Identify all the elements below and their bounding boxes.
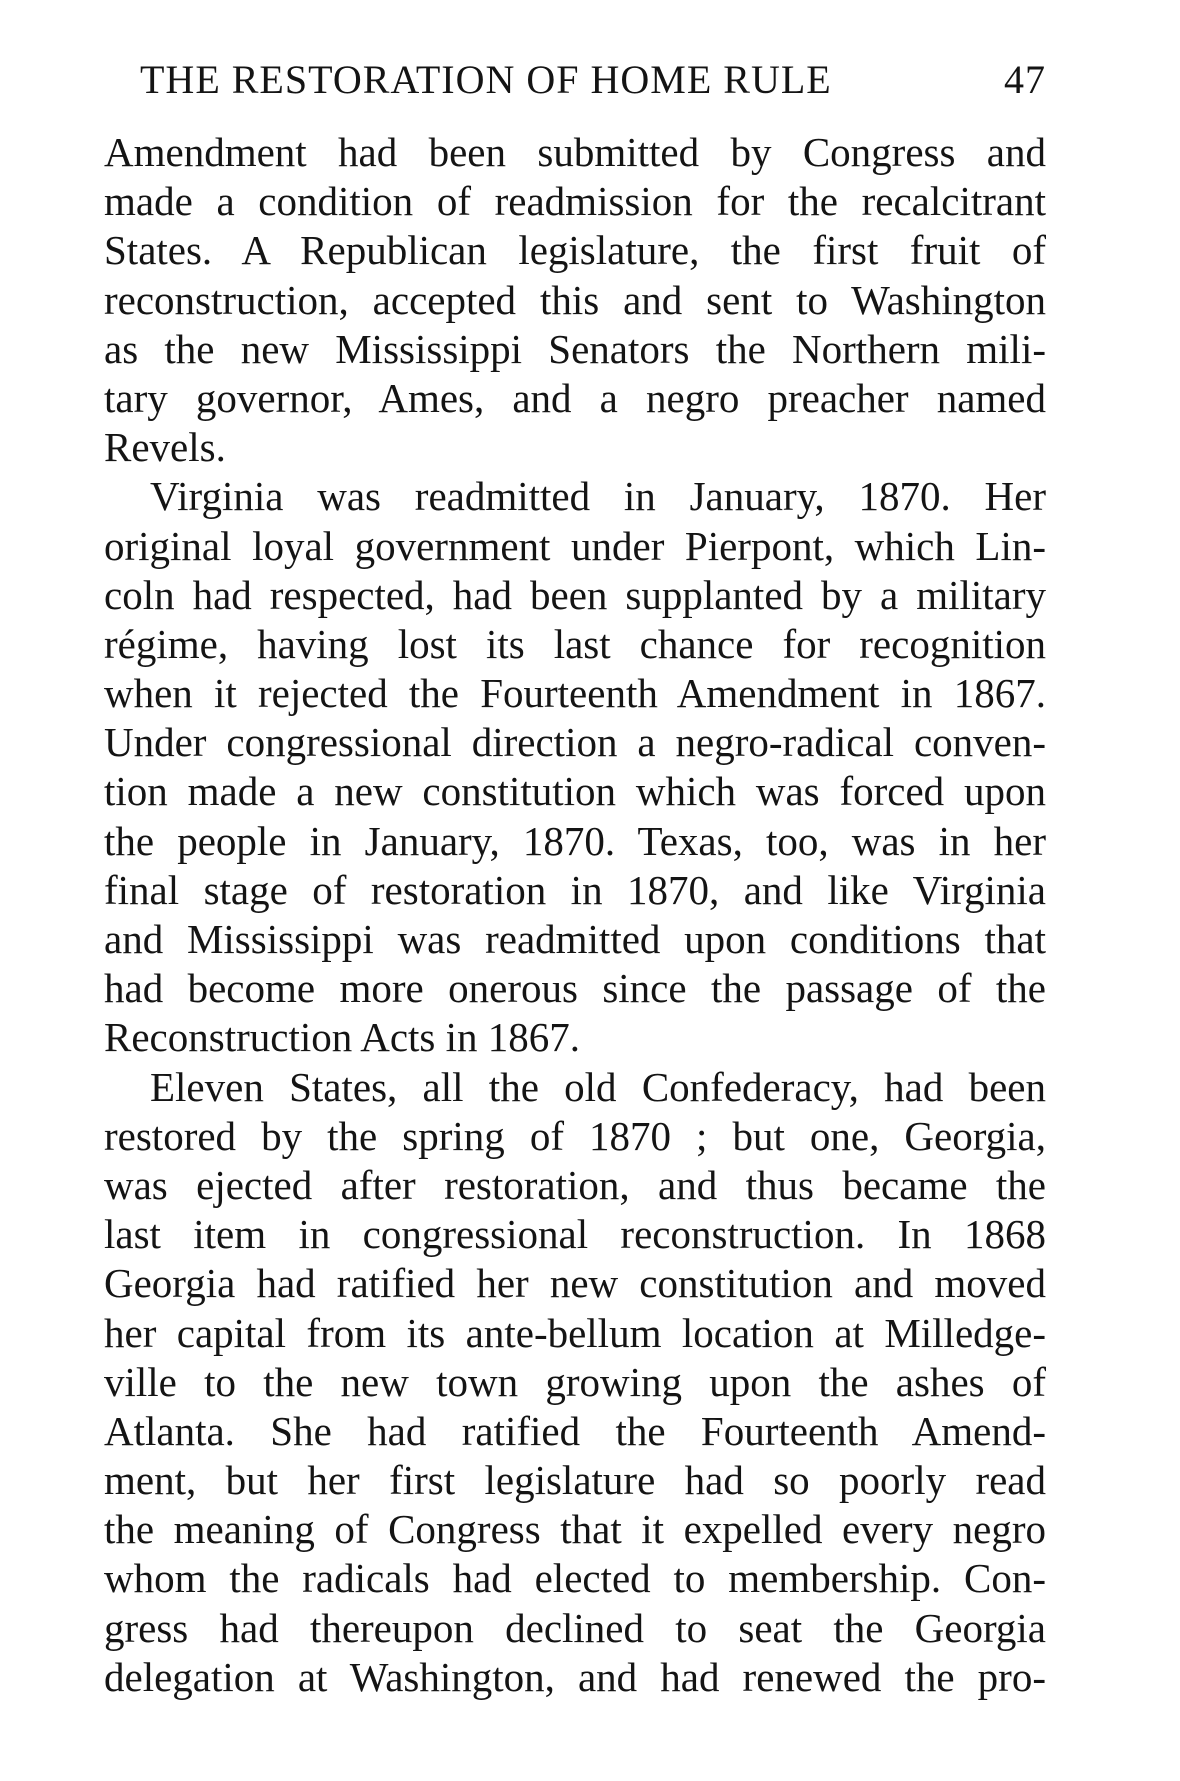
- text-line: ville to the new town growing upon the ashes of: [104, 1358, 1046, 1405]
- text-line: as the new Mississippi Senators the Northern mili-: [104, 325, 1046, 372]
- chapter-title: THE RESTORATION OF HOME RULE: [140, 57, 832, 102]
- body-text: [104, 128, 1046, 1702]
- paragraph: [104, 472, 1046, 1062]
- text-line: coln had respected, had been supplanted by a military: [104, 571, 1046, 618]
- text-line: tion made a new constitution which was forced upon: [104, 768, 1046, 815]
- page-number: 47: [1004, 57, 1046, 102]
- text-line: Virginia was readmitted in January, 1870. Her: [150, 473, 1046, 520]
- paragraph: [104, 128, 1046, 472]
- text-line: Eleven States, all the old Confederacy, had been: [150, 1063, 1046, 1110]
- text-line: restored by the spring of 1870 ; but one, Georgia,: [104, 1112, 1046, 1159]
- running-head: [140, 50, 1046, 110]
- text-line: had become more onerous since the passage of the: [104, 965, 1046, 1012]
- text-line: tary governor, Ames, and a negro preacher named: [104, 374, 1046, 421]
- text-line: Amendment had been submitted by Congress and: [104, 129, 1046, 175]
- text-line: ment, but her first legislature had so poorly read: [104, 1457, 1046, 1504]
- text-line: Atlanta. She had ratified the Fourteenth Amend-: [104, 1407, 1046, 1454]
- text-line: reconstruction, accepted this and sent to Washington: [104, 276, 1046, 323]
- text-line: the meaning of Congress that it expelled every negro: [104, 1506, 1046, 1553]
- text-line: last item in congressional reconstruction. In 1868: [104, 1211, 1046, 1258]
- text-line: States. A Republican legislature, the first fruit of: [104, 227, 1046, 274]
- text-line: whom the radicals had elected to membership. Con-: [104, 1555, 1046, 1602]
- text-line: delegation at Washington, and had renewed the pro-: [104, 1653, 1046, 1700]
- text-line: her capital from its ante-bellum location at Milledge-: [104, 1309, 1046, 1356]
- text-line: Under congressional direction a negro-radical conven-: [104, 719, 1046, 766]
- text-line: Reconstruction Acts in 1867.: [104, 1014, 581, 1061]
- text-line: gress had thereupon declined to seat the Georgia: [104, 1604, 1046, 1651]
- text-line: the people in January, 1870. Texas, too, was in her: [104, 817, 1046, 864]
- text-line: when it rejected the Fourteenth Amendment in 1867.: [104, 670, 1046, 717]
- text-line: Georgia had ratified her new constitution and moved: [104, 1260, 1046, 1307]
- text-line: régime, having lost its last chance for recognition: [104, 620, 1046, 667]
- text-line: Revels.: [104, 424, 226, 471]
- paragraph: [104, 1063, 1046, 1702]
- text-line: final stage of restoration in 1870, and like Virginia: [104, 866, 1046, 913]
- text-line: was ejected after restoration, and thus became the: [104, 1161, 1046, 1208]
- text-line: made a condition of readmission for the recalcitrant: [104, 178, 1046, 225]
- text-line: original loyal government under Pierpont, which Lin-: [104, 522, 1046, 569]
- text-line: and Mississippi was readmitted upon conditions that: [104, 916, 1046, 962]
